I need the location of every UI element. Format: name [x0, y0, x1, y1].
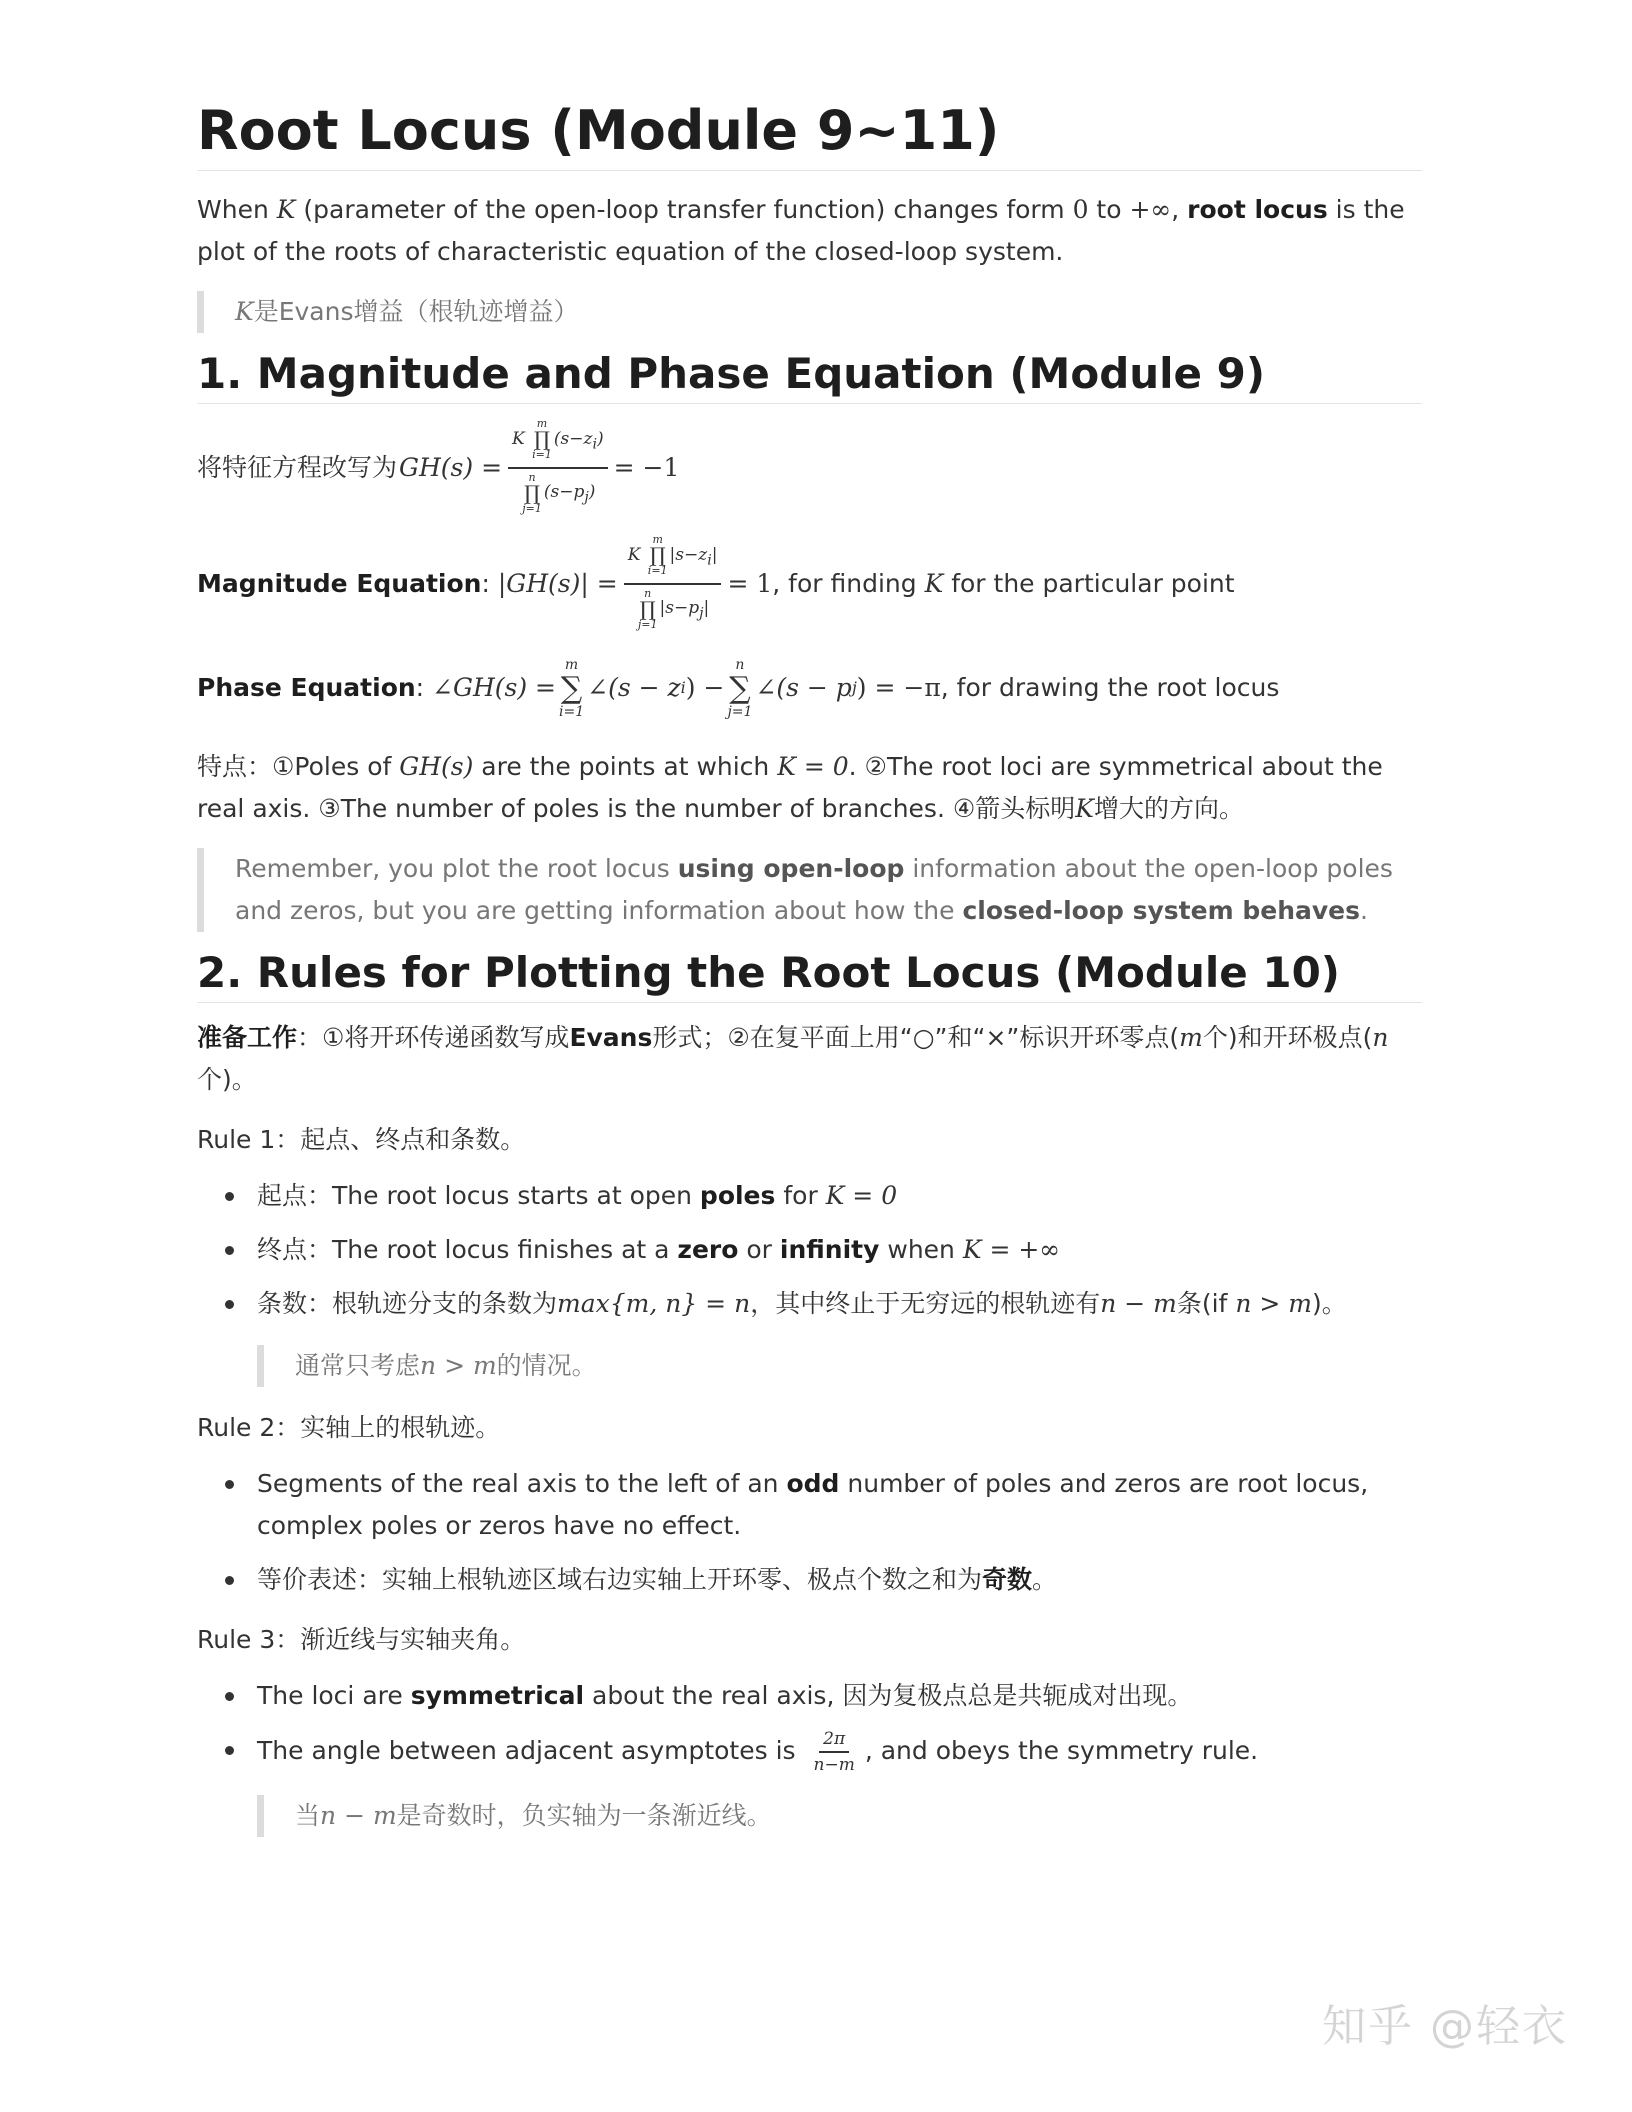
intro-bold-root-locus: root locus: [1187, 195, 1328, 224]
magnitude-text-1: , for finding: [772, 569, 925, 598]
phase-lhs: ∠GH(s) =: [432, 673, 556, 702]
prod-lower: j=1: [522, 501, 542, 515]
item-bold: 奇数: [982, 1565, 1033, 1594]
item-text: about the real axis, 因为复极点总是共轭成对出现。: [584, 1681, 1193, 1710]
math-GH: GH(s): [399, 752, 474, 781]
item-text: 条数：根轨迹分支的条数为: [257, 1289, 558, 1318]
gh-numerator: [508, 418, 608, 469]
item-text: for: [775, 1181, 826, 1210]
list-item: [197, 1175, 1422, 1217]
gh-equation-line: [197, 417, 1422, 516]
item-text: Segments of the real axis to the left of an: [257, 1469, 787, 1498]
intro-text-3: to: [1088, 195, 1130, 224]
math-K: K: [276, 195, 296, 224]
intro-text-1: When: [197, 195, 277, 224]
rule1-title: Rule 1：起点、终点和条数。: [197, 1125, 526, 1154]
intro-text-4: ,: [1171, 195, 1188, 224]
note-text-1: 当: [295, 1801, 321, 1830]
item-text: 。: [1032, 1565, 1058, 1594]
prod-upper: n: [644, 586, 652, 600]
phase-close-2: ) = −π: [856, 673, 941, 702]
item-text: The loci are: [257, 1681, 411, 1710]
list-item: [197, 1729, 1422, 1775]
prep-bold-evans: Evans: [569, 1023, 653, 1052]
section-heading-1: 1. Magnitude and Phase Equation (Module 9): [197, 347, 1422, 404]
sum-upper: n: [735, 656, 745, 673]
list-item: [197, 1463, 1422, 1547]
gh-denominator: [516, 469, 599, 518]
features-text-4: 增大的方向。: [1093, 794, 1244, 823]
magnitude-rhs: = 1: [727, 569, 773, 598]
note-text-1: 通常只考虑: [295, 1351, 421, 1380]
item-bold: zero: [677, 1235, 739, 1264]
prep-bold: 准备工作: [197, 1023, 298, 1052]
gh-fraction: [508, 418, 608, 519]
prep-text-2: 形式；②在复平面上用“○”和“×”标识开环零点(: [652, 1023, 1180, 1052]
prod-upper: m: [652, 533, 663, 547]
item-text: 终点：The root locus finishes at a: [257, 1235, 678, 1264]
quote2-bold-2: closed-loop system behaves: [962, 896, 1360, 925]
quote2-text-2: information about the open-loop poles and zeros, but you are getting information about how the: [235, 854, 1393, 925]
note-math: n > m: [420, 1351, 497, 1380]
item-bold: odd: [786, 1469, 840, 1498]
summation-icon: m ∑ i=1: [559, 656, 585, 720]
item-text: when: [879, 1235, 963, 1264]
mag-num-close: |: [711, 544, 718, 565]
item-text: 等价表述：实轴上根轨迹区域右边实轴上开环零、极点个数之和为: [257, 1565, 983, 1594]
phase-sub-1: i: [680, 678, 686, 697]
phase-label: Phase Equation: [197, 673, 416, 702]
mag-num-K: K: [627, 544, 641, 565]
magnitude-text-2: for the particular point: [943, 569, 1235, 598]
rule3-title: Rule 3：渐近线与实轴夹角。: [197, 1625, 526, 1654]
product-icon: n ∏ j=1: [522, 470, 542, 515]
mag-den-term: |s−p: [659, 598, 700, 618]
mag-num-sub: i: [707, 552, 712, 568]
note-text-2: 的情况。: [496, 1351, 597, 1380]
gh-lhs: GH(s) =: [399, 453, 503, 482]
blockquote-rule3-note: [257, 1795, 1422, 1837]
intro-paragraph: [197, 189, 1422, 273]
magnitude-lhs: |GH(s)| =: [497, 569, 618, 598]
summation-icon: n ∑ j=1: [727, 656, 753, 720]
note-text-2: 是奇数时，负实轴为一条渐近线。: [396, 1801, 772, 1830]
math-zero: 0: [1072, 195, 1089, 224]
item-bold: infinity: [779, 1235, 880, 1264]
prep-text-3: 个)和开环极点(: [1202, 1023, 1373, 1052]
item-text: The angle between adjacent asymptotes is: [257, 1736, 804, 1765]
prep-text-4: 个)。: [197, 1065, 257, 1094]
item-math: n − m: [1100, 1289, 1177, 1318]
blockquote-rule1-note: [257, 1345, 1422, 1387]
phase-close-1: ) −: [685, 673, 725, 702]
features-text-1: 特点：①Poles of: [197, 752, 400, 781]
gh-den-close: ): [588, 482, 596, 502]
gh-rhs: = −1: [613, 453, 680, 482]
phase-term-2: ∠(s − p: [755, 673, 852, 702]
math-K: K: [235, 297, 254, 326]
prep-paragraph: [197, 1017, 1422, 1101]
math-infinity: +∞: [1129, 195, 1172, 224]
item-bold: poles: [699, 1181, 776, 1210]
gh-num-sub: i: [592, 436, 597, 452]
rule2-list: [197, 1463, 1422, 1601]
gh-num-K: K: [512, 428, 525, 449]
math-K: K: [924, 569, 944, 598]
magnitude-equation-line: [197, 532, 1422, 636]
sum-upper: m: [564, 656, 579, 673]
math-K: K: [1075, 794, 1094, 823]
prod-upper: m: [536, 417, 548, 431]
quote-text: 是Evans增益（根轨迹增益）: [253, 297, 579, 326]
item-math: K = +∞: [962, 1235, 1061, 1264]
quote2-bold-1: using open-loop: [677, 854, 905, 883]
prod-lower: i=1: [532, 448, 552, 462]
magnitude-denominator: [632, 585, 713, 634]
magnitude-label: Magnitude Equation: [197, 569, 482, 598]
sum-lower: j=1: [727, 703, 753, 720]
intro-text-5: is the plot of the roots of characteristic equation of the closed-loop system.: [197, 195, 1405, 266]
prod-lower: i=1: [647, 564, 668, 578]
gh-num-close: ): [596, 428, 604, 449]
phase-sub-2: j: [851, 678, 857, 697]
mag-num-term: |s−z: [669, 544, 708, 565]
gh-den-term: (s−p: [543, 482, 585, 502]
math-n: n: [1372, 1023, 1389, 1052]
item-text: number of poles and zeros are root locus, complex poles or zeros have no effect.: [257, 1469, 1369, 1540]
blockquote-remember: [197, 848, 1422, 932]
magnitude-fraction: [624, 534, 722, 635]
item-math: n > m: [1235, 1289, 1312, 1318]
math-m: m: [1179, 1023, 1203, 1052]
product-icon: m ∏ i=1: [532, 417, 552, 462]
page-title: Root Locus (Module 9~11): [197, 98, 1422, 171]
item-bold: symmetrical: [410, 1681, 585, 1710]
item-text: )。: [1311, 1289, 1347, 1318]
magnitude-colon: :: [481, 569, 498, 598]
item-math: max{m, n} = n: [557, 1289, 751, 1318]
features-text-3: . ②The root loci are symmetrical about the real axis. ③The number of poles is the number of branches. ④箭头标明: [197, 752, 1383, 823]
prod-lower: j=1: [637, 617, 658, 631]
sum-lower: i=1: [559, 703, 585, 720]
magnitude-numerator: [624, 534, 722, 585]
prod-upper: n: [528, 470, 536, 484]
list-item: [197, 1283, 1422, 1325]
phase-term-1: ∠(s − z: [587, 673, 681, 702]
fraction-denominator: n−m: [813, 1755, 855, 1775]
features-paragraph: [197, 746, 1422, 830]
fraction-numerator: 2π: [819, 1729, 849, 1753]
item-text: ，其中终止于无穷远的根轨迹有: [750, 1289, 1101, 1318]
note-math: n − m: [320, 1801, 397, 1830]
phase-tail: , for drawing the root locus: [940, 673, 1280, 702]
math-K-zero: K = 0: [777, 752, 849, 781]
list-item: [197, 1559, 1422, 1601]
phase-equation-line: [197, 648, 1422, 728]
item-text: 起点：The root locus starts at open: [257, 1181, 700, 1210]
item-math: K = 0: [825, 1181, 898, 1210]
watermark: 知乎 @轻衣: [1322, 2001, 1568, 2052]
section-heading-2: 2. Rules for Plotting the Root Locus (Module 10): [197, 946, 1422, 1003]
gh-num-term: (s−z: [553, 428, 593, 449]
list-item: [197, 1675, 1422, 1717]
rule1-list: [197, 1175, 1422, 1325]
gh-den-sub: j: [584, 489, 589, 506]
phase-colon: :: [415, 673, 433, 702]
article: [197, 98, 1422, 1837]
item-text: 条(if: [1176, 1289, 1236, 1318]
intro-text-2: (parameter of the open-loop transfer function) changes form: [295, 195, 1073, 224]
prep-text-1: ：①将开环传递函数写成: [297, 1023, 570, 1052]
product-icon: m ∏ i=1: [647, 533, 668, 578]
rule2-title: Rule 2：实轴上的根轨迹。: [197, 1413, 501, 1442]
asymptote-fraction: [810, 1729, 859, 1775]
quote2-text-3: .: [1360, 896, 1368, 925]
features-text-2: are the points at which: [473, 752, 778, 781]
list-item: [197, 1229, 1422, 1271]
gh-prefix: 将特征方程改写为: [197, 453, 398, 482]
quote2-text-1: Remember, you plot the root locus: [235, 854, 678, 883]
item-text: or: [738, 1235, 780, 1264]
product-icon: n ∏ j=1: [637, 586, 658, 631]
mag-den-sub: j: [699, 605, 704, 622]
mag-den-close: |: [703, 598, 710, 618]
blockquote-evans-gain: [197, 291, 1422, 333]
item-text: , and obeys the symmetry rule.: [864, 1736, 1259, 1765]
rule3-list: [197, 1675, 1422, 1775]
